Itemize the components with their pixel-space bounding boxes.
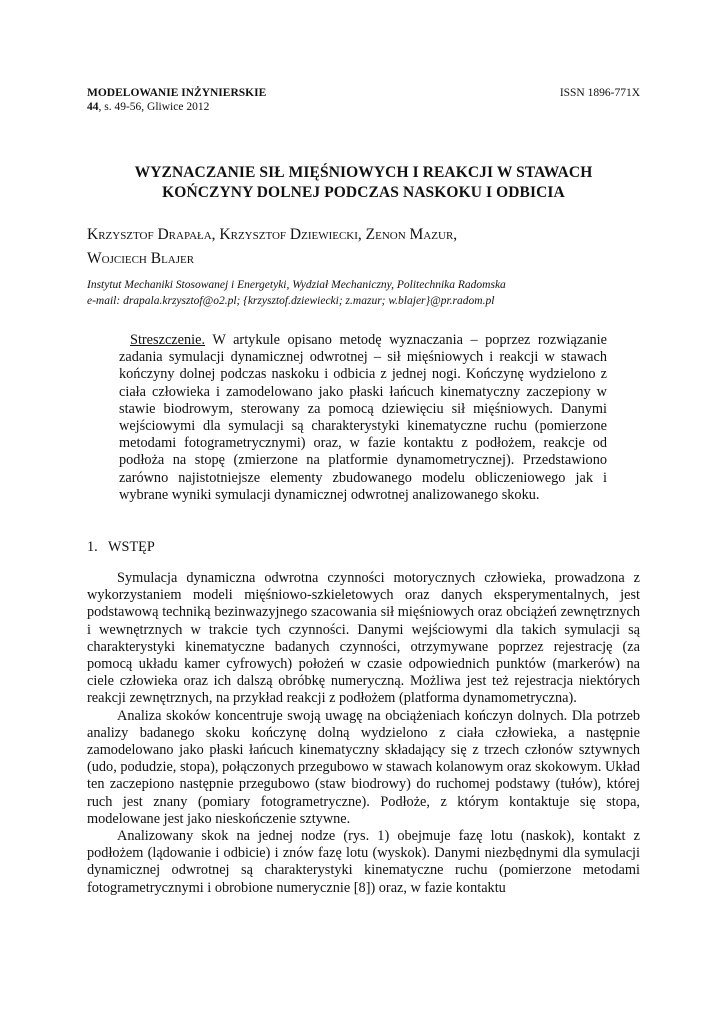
abstract-label: Streszczenie. <box>130 332 206 348</box>
paragraph: Symulacja dynamiczna odwrotna czynności motorycznych człowieka, prowadzona z wykorzystaniem modeli mięśniowo-szkieletowych oraz danych eksperymentalnych, jest podstawową techniką bezinwazyjnego szacowania sił mięśniowych oraz obciążeń zewnętrznych i wewnętrznych w trakcie tych czynności. Danymi wejściowymi dla takich symulacji są charakterystyki kinematyczne badanych czynności, otrzymywane poprzez rejestrację (za pomocą układu kamer cyfrowych) położeń w czasie odpowiednich punktów (markerów) na ciele człowieka oraz ich dalszą obróbkę numeryczną. Możliwa jest też rejestracja niektórych reakcji zewnętrznych, na przykład reakcji z podłożem (platforma dynamometryczna). <box>87 570 640 707</box>
paragraph: Analizowany skok na jednej nodze (rys. 1) obejmuje fazę lotu (naskok), kontakt z podłożem (lądowanie i odbicie) i znów fazę lotu (wyskok). Danymi niezbędnymi dla symulacji dynamicznej odwrotnej są charakterystyki kinematyczne ruchu (pomierzone metodami fotogrametrycznymi i obrobione numerycznie [8]) oraz, w fazie kontaktu <box>87 828 640 896</box>
affiliation-institute: Instytut Mechaniki Stosowanej i Energetyki, Wydział Mechaniczny, Politechnika Radomska <box>87 279 506 291</box>
abstract-text: W artykule opisano metodę wyznaczania – poprzez rozwiązanie zadania symulacji dynamicznej odwrotnej – sił mięśniowych i reakcji w stawach kończyny dolnej podczas naskoku i odbicia z jednej nogi. Kończynę wydzielono z ciała człowieka i zamodelowano jako płaski łańcuch kinematyczny zaczepiony w stawie biodrowym, sterowany za pomocą dziewięciu sił mięśniowych. Danymi wejściowymi dla symulacji są charakterystyki kinematyczne ruchu (pomierzone metodami fotogrametrycznymi) oraz, w fazie kontaktu z podłożem, reakcje od podłoża na stopę (zmierzone na platformie dynamometrycznej). Przedstawiono zarówno najistotniejsze elementy zbudowanego modelu obliczeniowego jak i wybrane wyniki symulacji dynamicznej odwrotnej analizowanego skoku. <box>119 332 607 503</box>
authors <box>87 223 640 271</box>
authors-line: Krzysztof Drapała, Krzysztof Dziewiecki, Zenon Mazur, <box>87 226 458 243</box>
abstract <box>119 332 607 504</box>
title-line: KOŃCZYNY DOLNEJ PODCZAS NASKOKU I ODBICIA <box>162 184 565 201</box>
section-number: 1. <box>87 539 98 555</box>
issn: ISSN 1896-771X <box>559 87 640 99</box>
volume-info <box>87 100 640 114</box>
body-text <box>87 570 640 897</box>
paper-title <box>87 163 640 203</box>
title-line: WYZNACZANIE SIŁ MIĘŚNIOWYCH I REAKCJI W STAWACH <box>134 164 593 181</box>
section-title: WSTĘP <box>108 539 155 555</box>
affiliation-email: e-mail: drapala.krzysztof@o2.pl; {krzysztof.dziewiecki; z.mazur; w.blajer}@pr.radom.pl <box>87 295 495 307</box>
authors-line: Wojciech Blajer <box>87 250 195 267</box>
volume-number: 44 <box>87 101 99 113</box>
journal-header <box>87 86 640 114</box>
pages-place-year: , s. 49-56, Gliwice 2012 <box>98 101 210 113</box>
journal-name: MODELOWANIE INŻYNIERSKIE <box>87 87 267 99</box>
section-heading <box>87 539 155 556</box>
affiliation <box>87 277 640 309</box>
paragraph: Analiza skoków koncentruje swoją uwagę na obciążeniach kończyn dolnych. Dla potrzeb analizy badanego skoku kończynę dolną wydzielono z ciała człowieka, a następnie zamodelowano jako płaski łańcuch kinematyczny składający się z trzech członów sztywnych (udo, podudzie, stopa), połączonych przegubowo w stawach kolanowym oraz skokowym. Układ ten zaczepiono następnie przegubowo (staw biodrowy) do ruchomej podstawy (tułów), której ruch jest znany (pomiary fotogrametryczne). Podłoże, z którym kontaktuje się stopa, modelowane jest jako nieskończenie sztywne. <box>87 707 640 827</box>
